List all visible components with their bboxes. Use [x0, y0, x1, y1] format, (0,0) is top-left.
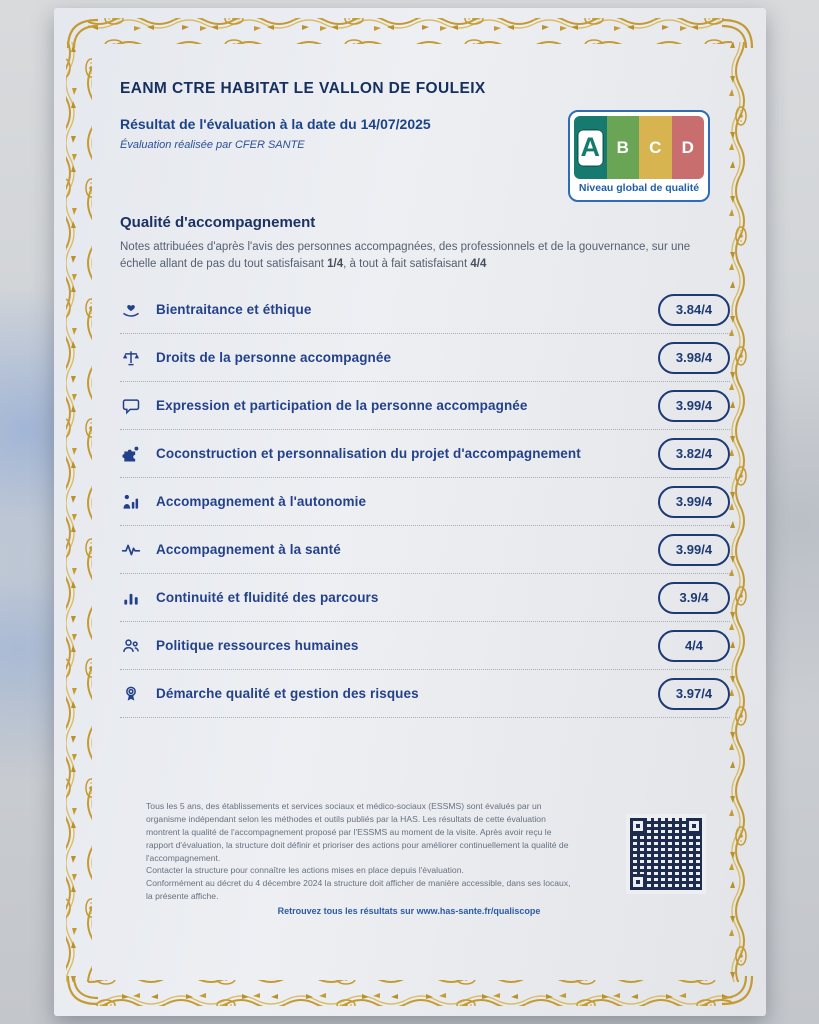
score-pill: 3.99/4	[658, 390, 730, 422]
score-pill: 3.98/4	[658, 342, 730, 374]
desc-part-2: , à tout à fait satisfaisant	[343, 258, 471, 271]
speech-bubble-icon	[120, 395, 142, 417]
criterion-label: Coconstruction et personnalisation du projet d'accompagnement	[156, 446, 581, 461]
criteria-list	[120, 286, 730, 718]
footer-paragraph-2: Contacter la structure pour connaître les actions mises en place depuis l'évaluation.	[146, 865, 464, 876]
criterion-row	[120, 574, 730, 622]
criterion-label: Accompagnement à l'autonomie	[156, 494, 367, 509]
section-description	[120, 239, 728, 274]
score-pill: 4/4	[658, 630, 730, 662]
criterion-row	[120, 382, 730, 430]
criterion-label: Politique ressources humaines	[156, 638, 359, 653]
criterion-label: Démarche qualité et gestion des risques	[156, 686, 419, 701]
criterion-row	[120, 622, 730, 670]
desc-max-score: 4/4	[470, 258, 487, 271]
certificate-paper	[54, 8, 766, 1016]
level-a-selected	[574, 116, 607, 179]
qr-finder-icon	[686, 818, 702, 834]
footer-paragraph-1: Tous les 5 ans, des établissements et services sociaux et médico-sociaux (ESSMS) sont évalués par un organisme indépendant selon les méthodes et outils publiés par la HAS. Les résultats de cette évaluation montrent la qualité de l'accompagnement proposé par l'ESSMS au moment de la visite. Après avoir reçu le rapport d'évaluation, la structure doit définir et prioriser des actions pour améliorer continuellement la qualité de l'accompagnement.	[146, 801, 569, 863]
level-d: D	[672, 116, 705, 179]
score-pill: 3.9/4	[658, 582, 730, 614]
qr-finder-icon	[630, 818, 646, 834]
criterion-row	[120, 670, 730, 718]
qr-finder-icon	[630, 874, 646, 890]
people-icon	[120, 635, 142, 657]
criterion-row	[120, 430, 730, 478]
criterion-label: Droits de la personne accompagnée	[156, 350, 392, 365]
bar-chart-icon	[120, 587, 142, 609]
facility-name: EANM CTRE HABITAT LE VALLON DE FOULEIX	[120, 80, 486, 97]
qr-modules	[630, 818, 702, 890]
score-pill: 3.99/4	[658, 486, 730, 518]
criterion-row	[120, 286, 730, 334]
criterion-label: Bientraitance et éthique	[156, 302, 312, 317]
desc-part-1: Notes attribuées d'après l'avis des personnes accompagnées, des professionnels et de la gouvernance, sur une échelle allant de pas du tout satisfaisant	[120, 241, 691, 271]
score-pill: 3.82/4	[658, 438, 730, 470]
criterion-row	[120, 334, 730, 382]
section-title: Qualité d'accompagnement	[120, 214, 316, 231]
score-pill: 3.97/4	[658, 678, 730, 710]
selected-level-letter: A	[577, 129, 604, 167]
medal-icon	[120, 683, 142, 705]
person-chart-icon	[120, 491, 142, 513]
evaluation-result-line: Résultat de l'évaluation à la date du 14/07/2025	[120, 116, 431, 132]
footer-legal-text	[146, 800, 574, 903]
quality-level-badge	[568, 110, 710, 202]
level-b: B	[607, 116, 640, 179]
level-c: C	[639, 116, 672, 179]
desc-min-score: 1/4	[327, 258, 344, 271]
footer-paragraph-3: Conformément au décret du 4 décembre 2024 la structure doit afficher de manière accessible, dans ses locaux, la présente affiche.	[146, 878, 571, 902]
criterion-label: Expression et participation de la personne accompagnée	[156, 398, 528, 413]
score-pill: 3.84/4	[658, 294, 730, 326]
pulse-icon	[120, 539, 142, 561]
results-url-line: Retrouvez tous les résultats sur www.has-sante.fr/qualiscope	[277, 906, 541, 916]
level-scale	[574, 116, 704, 179]
qr-code	[626, 814, 706, 894]
evaluator-line: Évaluation réalisée par CFER SANTE	[120, 139, 305, 151]
badge-caption: Niveau global de qualité	[578, 182, 700, 194]
criterion-label: Accompagnement à la santé	[156, 542, 341, 557]
criterion-row	[120, 478, 730, 526]
puzzle-icon	[120, 443, 142, 465]
hands-heart-icon	[120, 299, 142, 321]
criterion-row	[120, 526, 730, 574]
score-pill: 3.99/4	[658, 534, 730, 566]
scales-icon	[120, 347, 142, 369]
criterion-label: Continuité et fluidité des parcours	[156, 590, 379, 605]
